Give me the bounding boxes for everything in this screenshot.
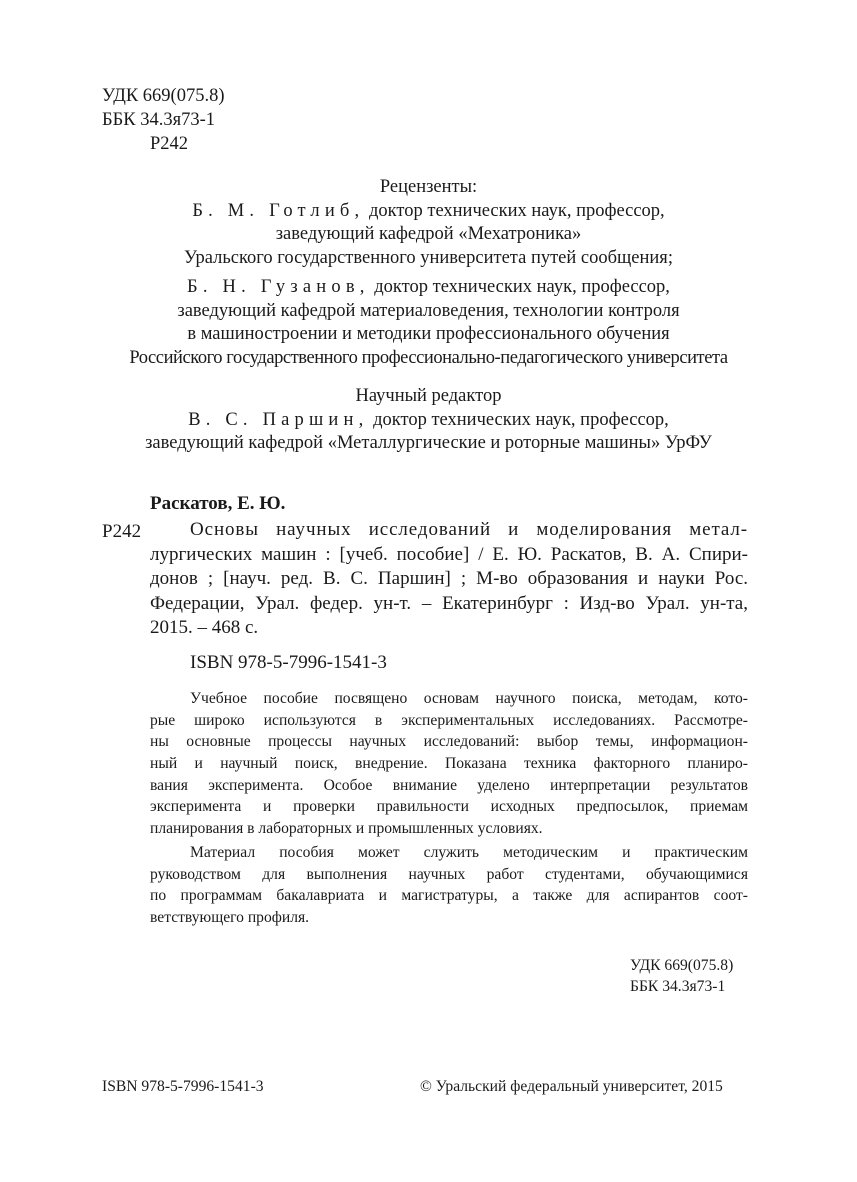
annotation-line: ны основные процессы научных исследований: выбор темы, информацион- xyxy=(150,733,748,751)
editor-name: В. С. Паршин, xyxy=(188,409,369,430)
editor-heading: Научный редактор xyxy=(355,386,502,406)
reviewer-2-title: Б. Н. Гузанов, доктор технических наук, профессор, xyxy=(187,277,670,297)
reviewer-1-org: Уральского государственного университета путей сообщения; xyxy=(184,247,673,268)
reviewers-block xyxy=(60,176,797,370)
catalog-code: Р242 xyxy=(102,521,142,542)
catalog-line: 2015. – 468 с. xyxy=(150,617,259,638)
bbk-code: ББК 34.3я73-1 xyxy=(102,110,216,130)
reviewer-1-position: заведующий кафедрой «Мехатроника» xyxy=(275,224,582,244)
annotation-line: Учебное пособие посвящено основам научного поиска, методам, кото- xyxy=(190,690,748,707)
reviewer-1-name: Б. М. Готлиб, xyxy=(192,200,365,221)
reviewer-1-title: Б. М. Готлиб, доктор технических наук, профессор, xyxy=(192,200,665,221)
footer-udk: УДК 669(075.8) xyxy=(630,957,734,974)
annotation-line: рые широко используются в экспериментальных исследованиях. Рассмотре- xyxy=(150,711,748,729)
footer-bbk: ББК 34.3я73-1 xyxy=(630,978,726,995)
annotation-line: руководством для выполнения научных работ студентами, обучающимися xyxy=(150,865,748,883)
editor-title: В. С. Паршин, доктор технических наук, профессор, xyxy=(188,409,669,430)
annotation-line: планирования в лабораторных и промышленных условиях. xyxy=(150,820,543,838)
annotation-line: ный и научный поиск, внедрение. Показана техника факторного планиро- xyxy=(150,755,748,773)
reviewer-2-org: Российского государственного профессионально-педагогического университета xyxy=(129,347,728,368)
editor-block xyxy=(60,385,797,456)
reviewer-2-position: заведующий кафедрой материаловедения, технологии контроля xyxy=(177,300,680,321)
footer-isbn: ISBN 978-5-7996-1541-3 xyxy=(102,1078,264,1095)
catalog-line: лургических машин : [учеб. пособие] / Е. Ю. Раскатов, В. А. Спири- xyxy=(150,543,748,565)
catalog-isbn: ISBN 978-5-7996-1541-3 xyxy=(190,652,387,673)
reviewers-heading: Рецензенты: xyxy=(379,177,478,197)
reviewer-2-dept: в машиностроении и методики профессионального обучения xyxy=(187,324,670,344)
author-mark: Р242 xyxy=(150,134,189,154)
annotation-line: Материал пособия может служить методическим и практическим xyxy=(190,843,748,861)
catalog-line: Основы научных исследований и моделирования метал- xyxy=(190,519,748,540)
catalog-description xyxy=(150,518,748,641)
annotation xyxy=(150,688,748,929)
reviewer-2-name: Б. Н. Гузанов, xyxy=(187,277,370,297)
footer-copyright: © Уральский федеральный университет, 2015 xyxy=(420,1078,723,1095)
annotation-line: ветствующего профиля. xyxy=(150,908,310,926)
catalog-line: Федерации, Урал. федер. ун-т. – Екатеринбург : Изд-во Урал. ун-та, xyxy=(150,592,748,614)
annotation-line: эксперимента и проверки правильности исходных предпосылок, приемам xyxy=(150,798,748,816)
udk-code: УДК 669(075.8) xyxy=(102,86,225,106)
editor-position: заведующий кафедрой «Металлургические и роторные машины» УрФУ xyxy=(145,433,712,453)
annotation-line: вания эксперимента. Особое внимание уделено интерпретации результатов xyxy=(150,776,748,794)
annotation-line: по программам бакалавриата и магистратуры, а также для аспирантов соот- xyxy=(150,887,748,905)
catalog-line: донов ; [науч. ред. В. С. Паршин] ; М-во образования и науки Рос. xyxy=(150,568,748,589)
catalog-author: Раскатов, Е. Ю. xyxy=(150,493,286,514)
